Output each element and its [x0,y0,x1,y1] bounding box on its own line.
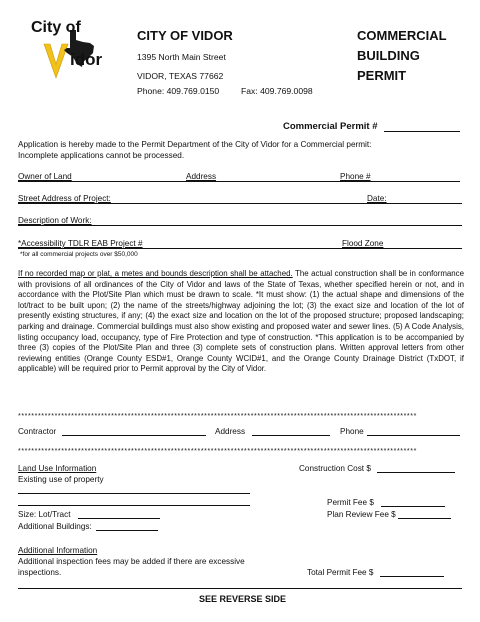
fax-number: Fax: 409.769.0098 [241,86,313,96]
lot-size-field[interactable] [78,518,160,519]
owner-field[interactable] [18,181,460,182]
contractor-field[interactable] [62,435,206,436]
permit-number-label: Commercial Permit # [283,121,378,132]
land-use-heading: Land Use Information [18,464,97,473]
contractor-phone-label: Phone [340,427,364,436]
construction-cost-label: Construction Cost $ [299,464,371,473]
city-logo [20,20,120,80]
contractor-phone-field[interactable] [367,435,460,436]
intro-line-1: Application is hereby made to the Permit Department of the City of Vidor for a Commercial permit: [18,140,372,149]
requirements-lead: If no recorded map or plat, a metes and bounds description shall be attached. [18,269,293,278]
title-building: BUILDING [357,48,420,63]
existing-use-field-2[interactable] [18,505,250,506]
additional-buildings-field[interactable] [96,530,158,531]
street-address-field[interactable] [18,203,462,204]
separator-stars: ************************************************************************************************************************ [18,448,417,455]
description-field[interactable] [18,225,462,226]
city-state: VIDOR, TEXAS 77662 [137,71,224,81]
intro-line-2: Incomplete applications cannot be processed. [18,151,185,160]
permit-fee-label: Permit Fee $ [327,498,374,507]
plan-review-fee-field[interactable] [398,518,451,519]
accessibility-field[interactable] [18,248,462,249]
flood-zone-label: Flood Zone [342,239,384,248]
title-permit: PERMIT [357,68,407,83]
date-label: Date: [367,194,387,203]
street-address-label: Street Address of Project: [18,194,111,203]
additional-info-heading: Additional Information [18,546,98,555]
owner-address-label: Address [186,172,217,181]
separator-stars: ************************************************************************************************************************ [18,413,417,420]
street-address: 1395 North Main Street [137,52,226,62]
requirements-body: The actual construction shall be in conformance with provisions of all ordinances of the City of Vidor and laws of the State of Texas, whether specified herein or not, and in accordance with the Plot/Site Plan which must be drawn to scale. *It must show: (1) the actual shape and dimensions of the lot/tract to be built upon; (2) the name of the streets/highway adjoining the lot; (3) the exact size and location of the lot of presently existing structures, if any; (4) the exact size and location on the lot of the proposed structure; proposed landscaping; parking and drainage. Commercial buildings must also show existing and proposed water and sewer lines. (5) A Code Analysis, listing occupancy load, occupancy, type of Fire Protection and type of construction. *This application is to be accompanied by three (3) copies of the Plot/Site Plan and three (3) complete sets of construction plans. Written approval letters from other reviewing entities (Orange County ESD#1, Orange County WCID#1, and the Orange County Drainage District (TxDOT, if applicable) will be required prior to Permit approval by the City of Vidor. [18,269,464,374]
see-reverse-side: SEE REVERSE SIDE [199,594,287,604]
existing-use-label: Existing use of property [18,475,104,484]
requirements-paragraph [18,269,464,375]
additional-info-line-2: inspections. [18,568,62,577]
city-name: CITY OF VIDOR [137,28,233,43]
existing-use-field-1[interactable] [18,493,250,494]
contractor-label: Contractor [18,427,57,436]
construction-cost-field[interactable] [377,472,455,473]
additional-buildings-label: Additional Buildings: [18,522,92,531]
lot-size-label: Size: Lot/Tract [18,510,71,519]
permit-fee-field[interactable] [381,506,445,507]
phone-number: Phone: 409.769.0150 [137,86,220,96]
description-label: Description of Work: [18,216,92,225]
total-permit-fee-label: Total Permit Fee $ [307,568,374,577]
footer-divider [18,588,462,589]
total-permit-fee-field[interactable] [380,576,444,577]
plan-review-fee-label: Plan Review Fee $ [327,510,396,519]
owner-label: Owner of Land [18,172,72,181]
title-commercial: COMMERCIAL [357,28,447,43]
logo-idor: idor [70,50,103,69]
owner-phone-label: Phone # [340,172,371,181]
accessibility-footnote: *for all commercial projects over $50,000 [20,251,138,258]
permit-number-field[interactable] [384,131,460,132]
contractor-address-field[interactable] [252,435,330,436]
contractor-address-label: Address [215,427,246,436]
accessibility-label: *Accessibility TDLR EAB Project # [18,239,143,248]
additional-info-line-1: Additional inspection fees may be added if there are excessive [18,557,245,566]
logo-city-of: City of [31,19,81,36]
